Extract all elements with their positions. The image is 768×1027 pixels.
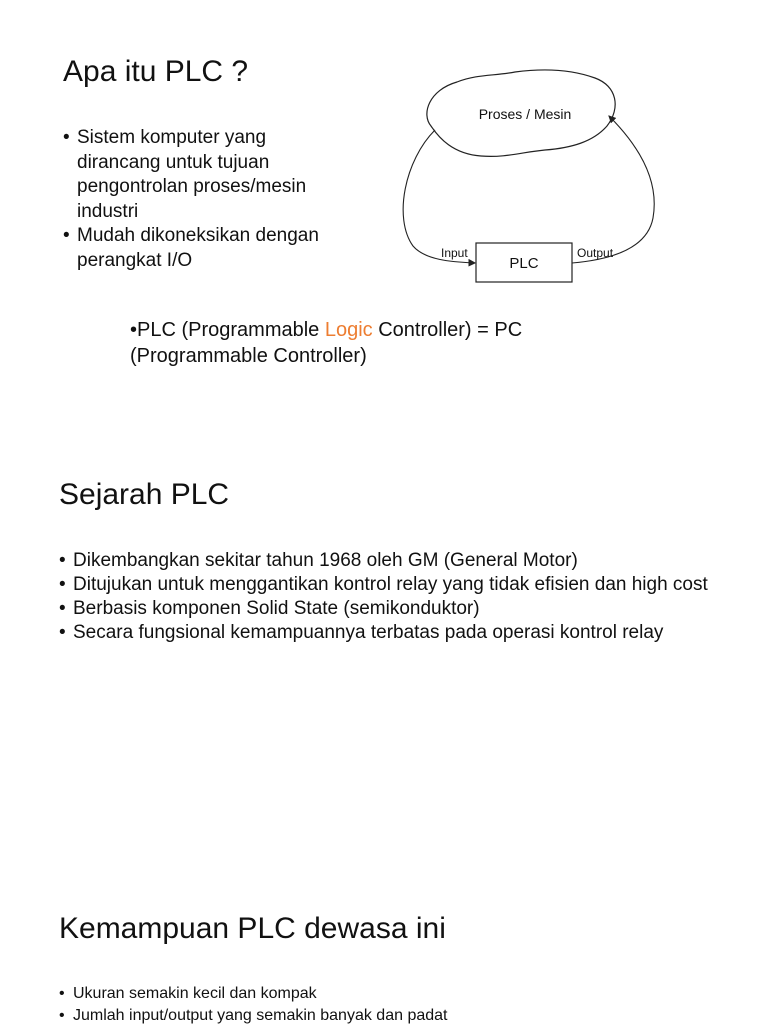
bullet-item: • Secara fungsional kemampuannya terbatas pada operasi kontrol relay: [59, 621, 719, 645]
slide-title: Apa itu PLC ?: [63, 55, 249, 88]
plc-definition-note: [130, 317, 610, 369]
bullet-item: • Mudah dikoneksikan dengan perangkat I/O: [63, 224, 353, 273]
note-text-start: PLC (Programmable: [137, 319, 325, 341]
bullet-item: • Ditujukan untuk menggantikan kontrol relay yang tidak efisien dan high cost: [59, 573, 719, 597]
bullet-list: [59, 549, 719, 645]
note-text-end: Controller) = PC (Programmable Controller): [130, 319, 523, 367]
note-bullet: •: [130, 319, 138, 341]
bullet-item: • Berbasis komponen Solid State (semikonduktor): [59, 597, 719, 621]
input-arrow: [403, 130, 475, 263]
plc-process-diagram: [395, 68, 665, 290]
bullet-item: • Dikembangkan sekitar tahun 1968 oleh GM (General Motor): [59, 549, 719, 573]
bullet-item: • Ukuran semakin kecil dan kompak: [59, 983, 719, 1005]
bullet-list: [59, 983, 719, 1027]
input-label: Input: [441, 246, 468, 260]
slide-title: Sejarah PLC: [59, 478, 230, 511]
bullet-list: [63, 126, 353, 273]
output-label: Output: [577, 246, 614, 260]
bullet-item: • Sistem komputer yang dirancang untuk tujuan pengontrolan proses/mesin industri: [63, 126, 353, 224]
plc-label: PLC: [509, 255, 539, 272]
slide-title: Kemampuan PLC dewasa ini: [59, 912, 446, 945]
output-arrow: [572, 116, 654, 263]
bullet-item: • Jumlah input/output yang semakin banyak dan padat: [59, 1005, 719, 1027]
note-highlight-logic: Logic: [324, 319, 373, 341]
process-label: Proses / Mesin: [478, 106, 572, 122]
